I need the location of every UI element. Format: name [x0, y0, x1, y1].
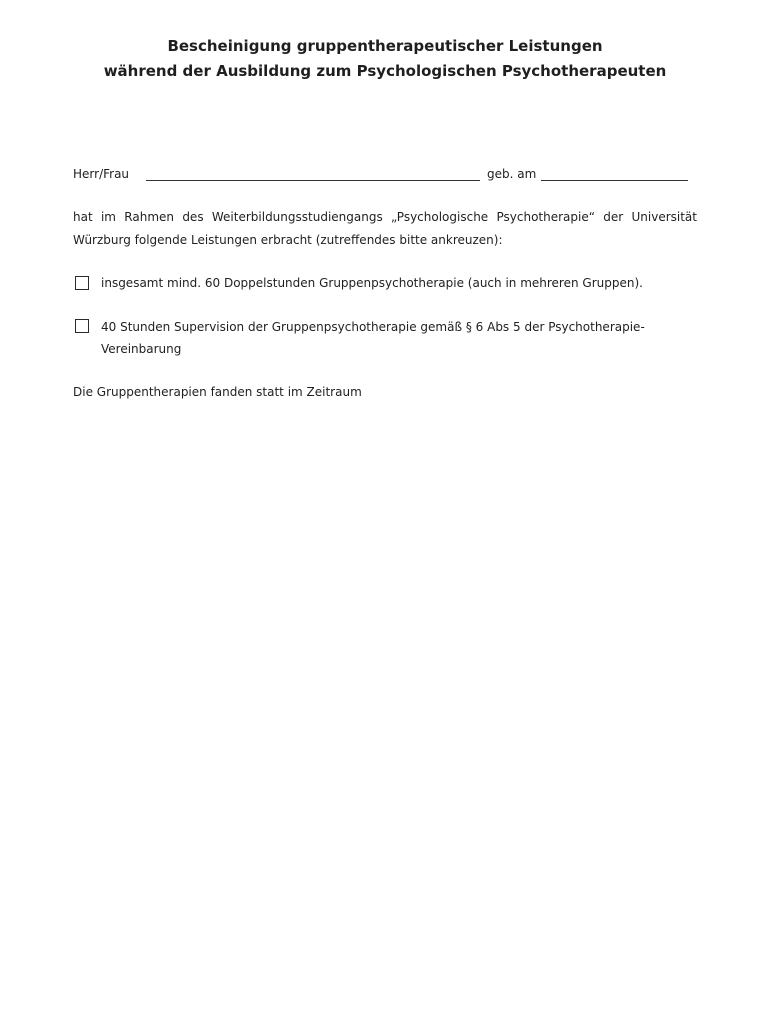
- option-2-checkbox[interactable]: [75, 319, 89, 333]
- birth-date-field[interactable]: [541, 180, 688, 181]
- intro-line-2: Würzburg folgende Leistungen erbracht (zutreffendes bitte ankreuzen):: [73, 233, 503, 247]
- period-label: Die Gruppentherapien fanden statt im Zeitraum: [73, 385, 362, 399]
- option-2-label-line-1: 40 Stunden Supervision der Gruppenpsychotherapie gemäß § 6 Abs 5 der Psychotherapie-: [101, 320, 645, 334]
- name-field[interactable]: [146, 180, 480, 181]
- name-label: Herr/Frau: [73, 167, 130, 181]
- document-title-line-1: Bescheinigung gruppentherapeutischer Leistungen: [167, 37, 603, 55]
- option-2-label-line-2: Vereinbarung: [101, 342, 182, 356]
- document-title-line-2: während der Ausbildung zum Psychologischen Psychotherapeuten: [103, 62, 667, 80]
- option-1-checkbox[interactable]: [75, 276, 89, 290]
- intro-line-1: hat im Rahmen des Weiterbildungsstudiengangs „Psychologische Psychotherapie“ der Universität: [73, 210, 697, 224]
- birth-date-label: geb. am: [487, 167, 537, 181]
- option-1-label: insgesamt mind. 60 Doppelstunden Gruppenpsychotherapie (auch in mehreren Gruppen).: [101, 276, 643, 290]
